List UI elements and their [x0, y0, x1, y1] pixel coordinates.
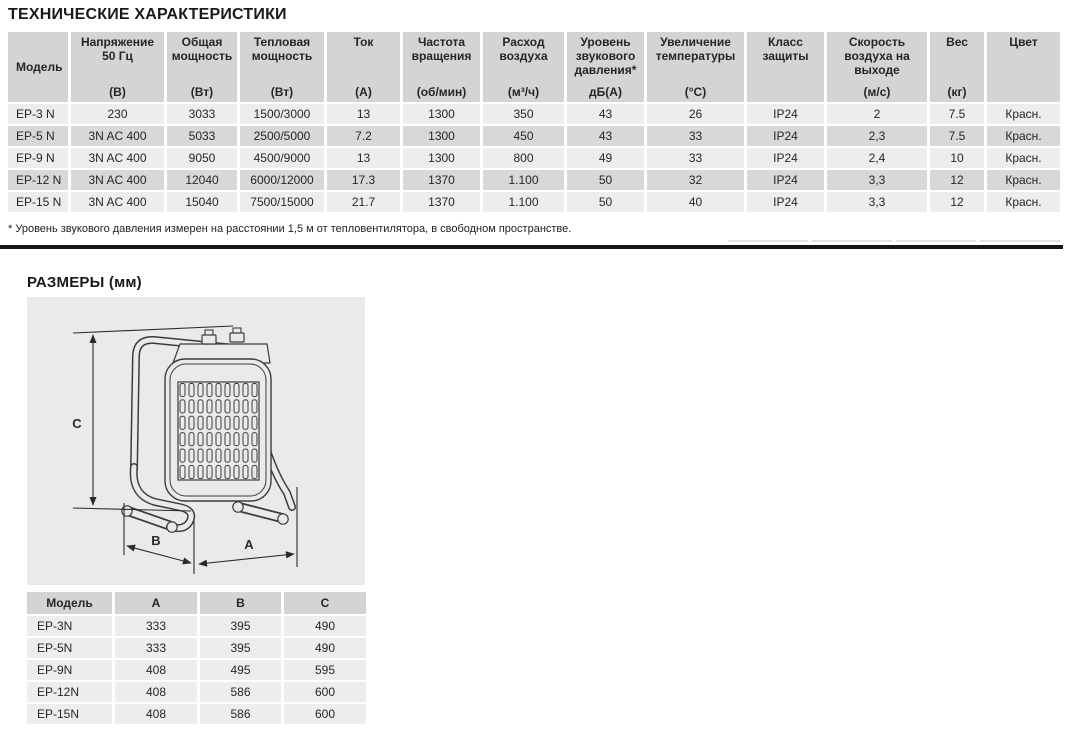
- spec-cell: 33: [647, 148, 744, 168]
- spec-cell: 50: [567, 170, 644, 190]
- dimensions-cell: 333: [115, 638, 197, 658]
- spec-cell: 12: [930, 170, 984, 190]
- dimensions-row: [27, 638, 366, 658]
- spec-cell: IP24: [747, 170, 824, 190]
- spec-cell: 3033: [167, 104, 237, 124]
- spec-cell: 21.7: [327, 192, 400, 212]
- dimensions-header-row: [27, 592, 366, 614]
- spec-column-unit: дБ(А): [589, 84, 622, 99]
- spec-cell: 13: [327, 104, 400, 124]
- dimensions-cell: 408: [115, 660, 197, 680]
- spec-cell: 2,3: [827, 126, 927, 146]
- spec-column-header: [8, 32, 68, 102]
- spec-cell: 3,3: [827, 170, 927, 190]
- dimensions-row: [27, 660, 366, 680]
- spec-cell: 32: [647, 170, 744, 190]
- spec-column-label: Тепловая мощность: [251, 35, 313, 64]
- spec-cell: 6000/12000: [240, 170, 324, 190]
- spec-cell: 10: [930, 148, 984, 168]
- spec-cell: 1.100: [483, 170, 564, 190]
- dimensions-cell: EP-12N: [27, 682, 112, 702]
- spec-cell: 4500/9000: [240, 148, 324, 168]
- heater-line-drawing: [27, 297, 365, 585]
- dimensions-cell: EP-9N: [27, 660, 112, 680]
- dimensions-cell: 333: [115, 616, 197, 636]
- spec-row: [8, 170, 1060, 190]
- spec-cell: 17.3: [327, 170, 400, 190]
- spec-cell: 800: [483, 148, 564, 168]
- spec-row: [8, 148, 1060, 168]
- spec-cell: 26: [647, 104, 744, 124]
- spec-column-header: [827, 32, 927, 102]
- dimensions-cell: 408: [115, 704, 197, 724]
- spec-cell: 1300: [403, 104, 480, 124]
- spec-cell: 43: [567, 104, 644, 124]
- spec-cell: IP24: [747, 148, 824, 168]
- spec-cell: 350: [483, 104, 564, 124]
- spec-cell: 1300: [403, 148, 480, 168]
- divider-segment: [980, 240, 1060, 242]
- spec-cell: Красн.: [987, 148, 1060, 168]
- spec-cell: Красн.: [987, 170, 1060, 190]
- spec-column-label: Частота вращения: [411, 35, 472, 64]
- dimensions-cell: EP-15N: [27, 704, 112, 724]
- section-divider-wrap: [0, 245, 1063, 249]
- spec-cell: 2,4: [827, 148, 927, 168]
- spec-cell: 3N AC 400: [71, 148, 164, 168]
- spec-cell: 3N AC 400: [71, 170, 164, 190]
- spec-table: [5, 30, 1063, 214]
- spec-column-label: Модель: [16, 59, 63, 74]
- dimensions-cell: 490: [284, 616, 366, 636]
- spec-footnote: * Уровень звукового давления измерен на расстоянии 1,5 м от тепловентилятора, в свободном пространстве.: [8, 223, 572, 235]
- spec-cell: 2: [827, 104, 927, 124]
- spec-column-unit: (м³/ч): [507, 84, 540, 99]
- spec-column-unit: (°С): [684, 84, 707, 99]
- dimensions-cell: EP-5N: [27, 638, 112, 658]
- spec-column-label: Цвет: [1009, 35, 1038, 49]
- spec-cell: 1370: [403, 192, 480, 212]
- dimensions-row: [27, 682, 366, 702]
- spec-column-unit: (Вт): [190, 84, 214, 99]
- spec-column-unit: (А): [355, 84, 372, 99]
- spec-cell: 1370: [403, 170, 480, 190]
- spec-column-unit: (кг): [947, 84, 967, 99]
- spec-cell: 15040: [167, 192, 237, 212]
- spec-cell: 3N AC 400: [71, 126, 164, 146]
- spec-cell: IP24: [747, 104, 824, 124]
- spec-column-header: [403, 32, 480, 102]
- spec-column-header: [240, 32, 324, 102]
- switch-knobs: [202, 328, 244, 344]
- spec-cell: EP-3 N: [8, 104, 68, 124]
- spec-column-header: [747, 32, 824, 102]
- spec-cell: 1300: [403, 126, 480, 146]
- spec-row: [8, 126, 1060, 146]
- spec-cell: IP24: [747, 192, 824, 212]
- dimensions-cell: 395: [200, 616, 281, 636]
- spec-cell: 50: [567, 192, 644, 212]
- dimensions-cell: 600: [284, 704, 366, 724]
- spec-cell: 5033: [167, 126, 237, 146]
- spec-cell: 450: [483, 126, 564, 146]
- dimensions-cell: 600: [284, 682, 366, 702]
- dimensions-cell: 490: [284, 638, 366, 658]
- dim-label-a: A: [244, 537, 254, 552]
- spec-column-header: [327, 32, 400, 102]
- dimensions-row: [27, 616, 366, 636]
- spec-cell: 49: [567, 148, 644, 168]
- spec-cell: 9050: [167, 148, 237, 168]
- spec-cell: 3,3: [827, 192, 927, 212]
- spec-column-header: [987, 32, 1060, 102]
- dim-label-b: B: [151, 533, 161, 548]
- spec-column-label: Вес: [946, 35, 968, 49]
- dimensions-cell: 586: [200, 704, 281, 724]
- dimensions-column-header: Модель: [27, 592, 112, 614]
- spec-column-header: [930, 32, 984, 102]
- dimensions-cell: 586: [200, 682, 281, 702]
- spec-column-label: Скорость воздуха на выходе: [844, 35, 910, 78]
- dimensions-cell: 595: [284, 660, 366, 680]
- spec-cell: 3N AC 400: [71, 192, 164, 212]
- spec-column-header: [71, 32, 164, 102]
- dimensions-cell: EP-3N: [27, 616, 112, 636]
- divider-segments: [728, 240, 1060, 242]
- spec-column-header: [567, 32, 644, 102]
- spec-cell: 33: [647, 126, 744, 146]
- spec-column-label: Расход воздуха: [499, 35, 548, 64]
- dimensions-row: [27, 704, 366, 724]
- dim-label-c: C: [72, 416, 82, 431]
- section-divider: [0, 245, 1063, 249]
- divider-segment: [812, 240, 892, 242]
- divider-segment: [896, 240, 976, 242]
- dimensions-column-header: C: [284, 592, 366, 614]
- heater-grille: [178, 382, 259, 480]
- dimensions-title: РАЗМЕРЫ (мм): [27, 274, 142, 291]
- spec-cell: EP-5 N: [8, 126, 68, 146]
- spec-header-row: [8, 32, 1060, 102]
- spec-cell: Красн.: [987, 192, 1060, 212]
- spec-cell: 40: [647, 192, 744, 212]
- spec-cell: EP-9 N: [8, 148, 68, 168]
- spec-cell: 230: [71, 104, 164, 124]
- spec-column-label: Увеличение температуры: [655, 35, 736, 64]
- spec-cell: Красн.: [987, 104, 1060, 124]
- spec-column-label: Напряжение 50 Гц: [80, 35, 155, 64]
- spec-row: [8, 192, 1060, 212]
- spec-cell: 7.5: [930, 126, 984, 146]
- dimensions-cell: 395: [200, 638, 281, 658]
- spec-cell: 7.5: [930, 104, 984, 124]
- heater-dimension-diagram: [27, 297, 365, 585]
- spec-cell: 12040: [167, 170, 237, 190]
- spec-row: [8, 104, 1060, 124]
- spec-cell: 43: [567, 126, 644, 146]
- spec-column-unit: (об/мин): [416, 84, 467, 99]
- spec-cell: 7.2: [327, 126, 400, 146]
- spec-column-label: Общая мощность: [171, 35, 233, 64]
- spec-column-header: [483, 32, 564, 102]
- dimensions-column-header: A: [115, 592, 197, 614]
- divider-segment: [728, 240, 808, 242]
- spec-column-unit: (м/с): [863, 84, 891, 99]
- spec-column-header: [167, 32, 237, 102]
- dimensions-cell: 495: [200, 660, 281, 680]
- spec-cell: EP-15 N: [8, 192, 68, 212]
- spec-column-unit: (В): [109, 84, 126, 99]
- page-title: ТЕХНИЧЕСКИЕ ХАРАКТЕРИСТИКИ: [8, 6, 287, 23]
- spec-column-unit: (Вт): [270, 84, 294, 99]
- spec-cell: 7500/15000: [240, 192, 324, 212]
- spec-cell: 13: [327, 148, 400, 168]
- spec-cell: 1500/3000: [240, 104, 324, 124]
- dimensions-table: [24, 590, 369, 726]
- spec-column-label: Класс защиты: [762, 35, 809, 64]
- spec-column-label: Уровень звукового давления*: [574, 35, 637, 78]
- spec-cell: Красн.: [987, 126, 1060, 146]
- spec-column-header: [647, 32, 744, 102]
- spec-column-label: Ток: [353, 35, 374, 49]
- spec-cell: 1.100: [483, 192, 564, 212]
- spec-cell: EP-12 N: [8, 170, 68, 190]
- dimensions-column-header: B: [200, 592, 281, 614]
- spec-cell: IP24: [747, 126, 824, 146]
- spec-cell: 12: [930, 192, 984, 212]
- dimensions-cell: 408: [115, 682, 197, 702]
- spec-cell: 2500/5000: [240, 126, 324, 146]
